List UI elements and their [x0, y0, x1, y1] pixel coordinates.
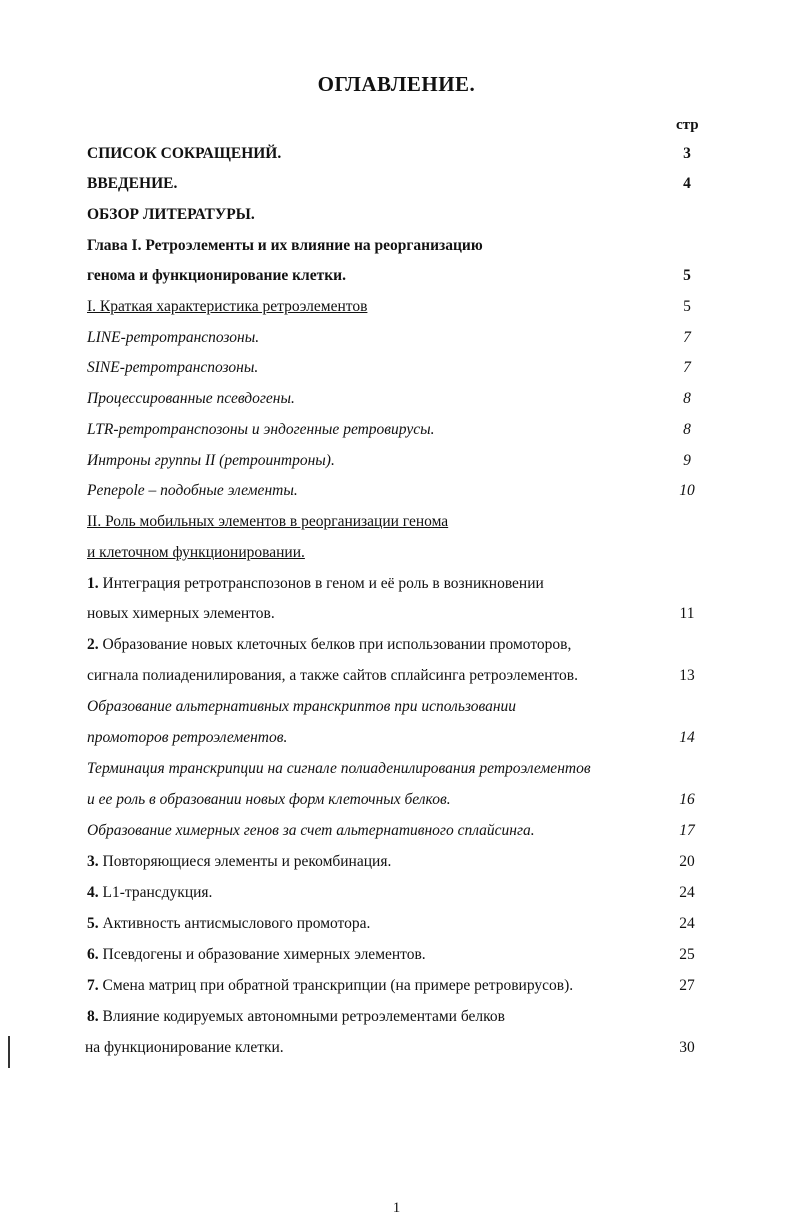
margin-mark	[8, 1036, 10, 1068]
toc-entry-page: 25	[679, 946, 695, 963]
toc-entry-text: Penepole – подобные элементы.	[87, 482, 298, 499]
toc-entry-page: 8	[683, 421, 691, 438]
toc-entry-page: 27	[679, 977, 695, 994]
toc-entry-text: ОБЗОР ЛИТЕРАТУРЫ.	[87, 206, 255, 223]
toc-entry	[87, 387, 707, 411]
toc-entry-text: сигнала полиаденилирования, а также сайтов сплайсинга ретроэлементов.	[87, 667, 579, 684]
toc-entry-text: Терминация транскрипции на сигнале полиаденилирования ретроэлементов	[87, 760, 591, 777]
toc-entry-number: 6.	[87, 946, 99, 963]
toc-entry-page: 24	[679, 915, 695, 932]
toc-entry-page: 8	[683, 390, 691, 407]
toc-entry-number: 1.	[87, 575, 99, 592]
toc-entry-page: 11	[679, 605, 695, 622]
toc-entry-text: LINE-ретротранспозоны.	[87, 329, 260, 346]
toc-entry-text: LTR-ретротранспозоны и эндогенные ретровирусы.	[87, 421, 435, 438]
toc-entry-text: 1. Интеграция ретротранспозонов в геном и её роль в возникновении	[87, 575, 544, 592]
footer-page-number: 1	[392, 1200, 401, 1216]
toc-entry	[87, 819, 707, 843]
toc-entry-text: СПИСОК СОКРАЩЕНИЙ.	[87, 145, 282, 162]
toc-entry-text: Процессированные псевдогены.	[87, 390, 295, 407]
toc-entry-text: промоторов ретроэлементов.	[87, 729, 288, 746]
toc-entry-text: и клеточном функционировании.	[87, 544, 305, 561]
toc-entry	[87, 974, 707, 998]
toc-entry	[87, 142, 707, 166]
toc-entry-page: 13	[679, 667, 695, 684]
toc-entry-page: 7	[683, 329, 691, 346]
toc-entry-text: на функционирование клетки.	[85, 1039, 284, 1056]
toc-entry-text: I. Краткая характеристика ретроэлементов	[87, 298, 368, 315]
toc-entry-text: 2. Образование новых клеточных белков при использовании промоторов,	[87, 636, 572, 653]
toc-entry-text: и ее роль в образовании новых форм клеточных белков.	[87, 791, 451, 808]
toc-entry	[87, 602, 707, 626]
toc-entry-text: 5. Активность антисмыслового промотора.	[87, 915, 371, 932]
toc-entry	[87, 788, 707, 812]
toc-entry-text: Глава I. Ретроэлементы и их влияние на реорганизацию	[87, 237, 483, 254]
toc-entry	[87, 449, 707, 473]
toc-entry-text: Образование альтернативных транскриптов при использовании	[87, 698, 517, 715]
toc-entry-page: 20	[679, 853, 695, 870]
toc-entry-text: ВВЕДЕНИЕ.	[87, 175, 178, 192]
toc-entry	[87, 881, 707, 905]
toc-entry	[87, 264, 707, 288]
toc-entry-page: 4	[683, 175, 691, 192]
toc-entry	[87, 912, 707, 936]
toc-entry-text: Образование химерных генов за счет альтернативного сплайсинга.	[87, 822, 535, 839]
toc-entry	[87, 510, 707, 534]
toc-entry	[87, 572, 707, 596]
toc-entry	[87, 326, 707, 350]
toc-entry	[87, 295, 707, 319]
toc-entry-page: 17	[679, 822, 695, 839]
toc-entry	[87, 479, 707, 503]
toc-entry-text: 7. Смена матриц при обратной транскрипции (на примере ретровирусов).	[87, 977, 574, 994]
toc-entry	[87, 695, 707, 719]
toc-entry	[87, 757, 707, 781]
page-column-header: стр	[676, 117, 699, 133]
toc-entry-text: 8. Влияние кодируемых автономными ретроэлементами белков	[87, 1008, 505, 1025]
toc-entry	[87, 356, 707, 380]
toc-entry	[87, 234, 707, 258]
toc-entry-text: 3. Повторяющиеся элементы и рекомбинация.	[87, 853, 392, 870]
toc-entry-page: 3	[683, 145, 691, 162]
toc-entry-text: II. Роль мобильных элементов в реорганизации генома	[87, 513, 449, 530]
page-title: ОГЛАВЛЕНИЕ.	[317, 72, 476, 96]
toc-entry-text: 6. Псевдогены и образование химерных элементов.	[87, 946, 426, 963]
toc-entry-text: новых химерных элементов.	[87, 605, 275, 622]
toc-entry	[87, 943, 707, 967]
toc-entry-number: 7.	[87, 977, 99, 994]
toc-entry-number: 8.	[87, 1008, 99, 1025]
toc-entry-page: 16	[679, 791, 695, 808]
toc-entry	[87, 203, 707, 227]
toc-entry-text: SINE-ретротранспозоны.	[87, 359, 259, 376]
toc-entry-page: 24	[679, 884, 695, 901]
toc-entry-page: 10	[679, 482, 695, 499]
toc-entry-number: 4.	[87, 884, 99, 901]
toc-entry	[87, 172, 707, 196]
toc-entry-text: Интроны группы II (ретроинтроны).	[87, 452, 335, 469]
toc-entry-number: 3.	[87, 853, 99, 870]
toc-entry	[87, 726, 707, 750]
toc-entry-page: 5	[683, 298, 691, 315]
toc-entry	[87, 541, 707, 565]
toc-entry-page: 14	[679, 729, 695, 746]
toc-entry-page: 9	[683, 452, 691, 469]
toc-entry-page: 7	[683, 359, 691, 376]
toc-entry	[87, 418, 707, 442]
toc-entry	[87, 633, 707, 657]
toc-entry-text: 4. L1-трансдукция.	[87, 884, 213, 901]
toc-entry	[85, 1036, 705, 1060]
toc-entry-number: 2.	[87, 636, 99, 653]
toc-entry	[87, 850, 707, 874]
toc-entry	[87, 1005, 707, 1029]
toc-entry-number: 5.	[87, 915, 99, 932]
toc-entry	[87, 664, 707, 688]
toc-entry-page: 5	[683, 267, 691, 284]
toc-entry-page: 30	[679, 1039, 695, 1056]
toc-entry-text: генома и функционирование клетки.	[87, 267, 346, 284]
